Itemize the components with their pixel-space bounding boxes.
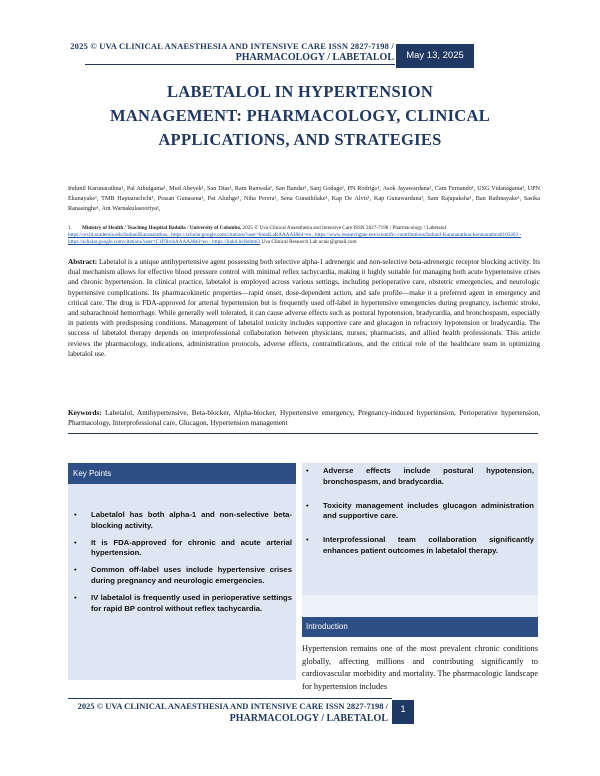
key-point-item: • IV labetalol is frequently used in perioperative settings for rapid BP control without reflex tachycardia. (74, 593, 292, 615)
affiliation-institution: Ministry of Health / Teaching Hospital Badulla / University of Colombo. (82, 225, 242, 231)
key-point-item: • It is FDA-approved for chronic and acute arterial hypertension. (74, 538, 292, 560)
section-divider (68, 433, 538, 434)
affiliation-number: 1. (68, 225, 72, 231)
affiliation-block (68, 225, 540, 247)
key-point-item: • Labetalol has both alpha-1 and non-selective beta-blocking activity. (74, 510, 292, 532)
keywords-text: Labetalol, Antihypertensive, Beta-blocker, Alpha-blocker, Hypertensive emergency, Pregnancy-induced hypertension, Perioperative hypertension, Pharmacology, Interprofessional care, Glucagon, Hypertension management (68, 409, 540, 428)
article-title: LABETALOL IN HYPERTENSION MANAGEMENT: PHARMACOLOGY, CLINICAL APPLICATIONS, AND STRATEGIES (109, 82, 491, 149)
affiliation-journal-ref: 2025 © Uva Clinical Anaesthesia and Intensive Care ISSN 2827-7198 / Pharmacology / Labetalol (241, 225, 447, 231)
header-journal: 2025 © UVA CLINICAL ANAESTHESIA AND INTENSIVE CARE ISSN 2827-7198 / (70, 41, 394, 51)
key-points-continued-list (306, 466, 534, 557)
key-point-item: • Interprofessional team collaboration significantly enhances patient outcomes in labetalol therapy. (306, 535, 534, 557)
key-point-item: • Common off-label uses include hypertensive crises during pregnancy and neurologic emergencies. (74, 565, 292, 587)
footer-rule (68, 698, 392, 699)
keywords-label: Keywords: (68, 409, 102, 417)
abstract-label: Abstract: (68, 258, 98, 266)
introduction-text: Hypertension remains one of the most prevalent chronic conditions globally, affecting millions and contributing significantly to cardiovascular morbidity and mortality. The pharmacologic landscape for hypertension includes (302, 644, 538, 691)
affiliation-links[interactable]: https://orcid.academia.edu/IndunilKarunarathna , https://scholar.google.com/citations?user=kmalLaRAAAAJ&hl=en , https://www.researchgate.net/scientific-contributions/Indunil-Karunarathna-karunarathna0105403 - https://scholar.google.com/citations?user=C1P3bvkAAAAJ&hl=en - https://linkd.in/lbdmti3 (68, 232, 522, 246)
header-section: PHARMACOLOGY / LABETALOL (235, 52, 394, 63)
key-point-item: • Adverse effects include postural hypotension, bronchospasm, and bradycardia. (306, 466, 534, 488)
affiliation-email: Uva Clinical Research Lab ucaic@gmail.com (260, 239, 357, 246)
key-points-heading: Key Points (68, 463, 296, 484)
introduction-heading: Introduction (302, 617, 538, 637)
key-point-item: • Toxicity management includes glucagon administration and supportive care. (306, 501, 534, 523)
header-rule (85, 64, 395, 65)
abstract-text: Labetalol is a unique antihypertensive agent possessing both selective alpha-1 adrenergic and non-selective beta-adrenergic receptor blocking activity. Its dual mechanism allows for effective blood pressure control with minimal reflex tachycardia, making it highly suitable for managing both acute hypertensive crises and chronic hypertension. In clinical practice, labetalol is employed across various settings, including perioperative care, obstetric emergencies, and neurologic hypertensive complications. Its pharmacokinetic properties—rapid onset, dose-dependent action, and safe profile—make it a preferred agent in emergency and critical care. The drug is FDA-approved for arterial hypertension but is frequently used off-label in hypertensive emergencies during pregnancy, ischemic stroke, and subarachnoid hemorrhage. While generally well tolerated, it can cause adverse effects such as postural hypotension, bradycardia, and bronchospasm, especially in patients with predisposing conditions. Management of labetalol toxicity includes supportive care and glucagon in refractory hypotension or bradycardia. The success of labetalol therapy depends on interprofessional collaboration between physicians, nurses, pharmacists, and allied health professionals. This article reviews the pharmacology, indications, administration protocols, adverse effects, contraindications, and the critical role of the healthcare team in optimizing labetalol use. (68, 258, 540, 358)
footer-section: PHARMACOLOGY / LABETALOL (229, 713, 388, 724)
abstract (68, 257, 540, 359)
keywords (68, 408, 540, 428)
page-number: 1 (392, 700, 414, 724)
footer-journal: 2025 © UVA CLINICAL ANAESTHESIA AND INTENSIVE CARE ISSN 2827-7198 / (77, 701, 388, 711)
header-date: May 13, 2025 (396, 44, 474, 68)
key-points-box-footer (302, 595, 538, 617)
key-points-list (74, 510, 292, 620)
author-list: Indunil Karunarathna¹, Pal Athulgama¹, Mud Abeyek¹, San Dias¹, Ram Ranwala¹, San Bandar¹, Sanj Godage¹, PN Rodrigo¹, Asok Jayawardana¹, Cam Fernando¹, USG Vidanagama¹, UPN Ekanayake¹, TMB Hapuarachchi¹, Prasan Gunasena¹, Pat Aluthge¹, Niha Perera¹, Sena Gunathilake¹, Kap De Alvis¹, Kap Gunawardana¹, Sam Rajapaksha¹, Ban Rathnayake¹, Sasika Ranasinghe¹, Ant Warnakulasooriya¹, (68, 185, 540, 212)
